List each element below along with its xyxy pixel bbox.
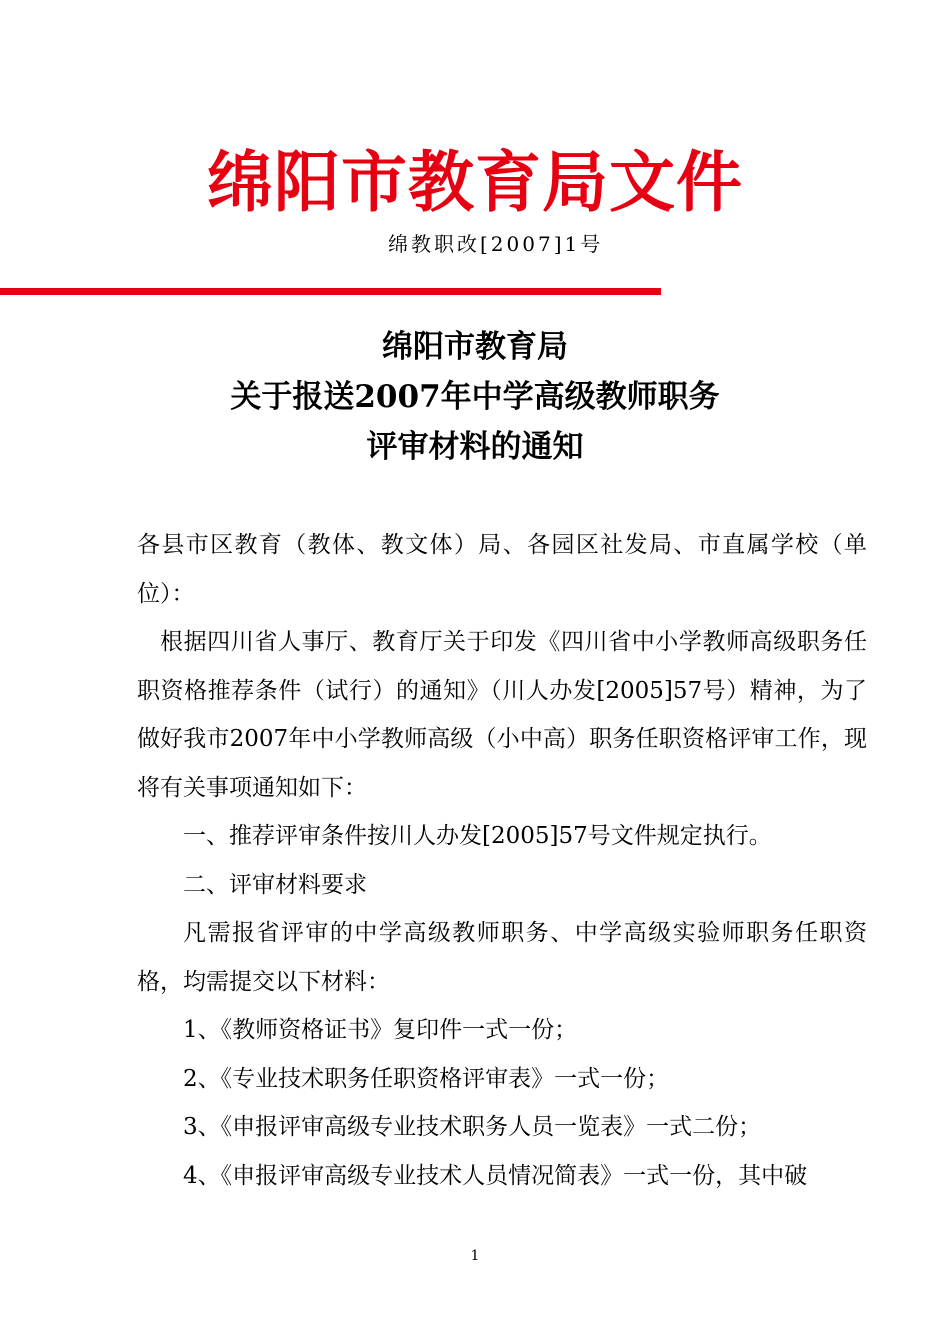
salutation: 各县市区教育（教体、教文体）局、各园区社发局、市直属学校（单位）： [137, 532, 867, 607]
list-item: 2、《专业技术职务任职资格评审表》一式一份； [183, 1065, 670, 1092]
notice-body [137, 521, 867, 1200]
item-two-heading: 二、评审材料要求 [183, 871, 367, 898]
list-item: 3、《申报评审高级专业技术职务人员一览表》一式二份； [183, 1114, 762, 1140]
notice-title-line-3: 评审材料的通知 [366, 429, 584, 465]
paragraph-basis: 根据四川省人事厅、教育厅关于印发《四川省中小学教师高级职务任职资格推荐条件（试行）的通知》（川人办发[2005]57号）精神，为了做好我市2007年中小学教师高级（小中高）职务任职资格评审工作，现将有关事项通知如下： [137, 629, 867, 801]
document-number: 绵教职改[2007]1号 [388, 232, 604, 256]
notice-title-line-1: 绵阳市教育局 [382, 329, 568, 365]
red-divider-line [0, 288, 661, 295]
notice-title-line-2: 关于报送2007年中学高级教师职务 [230, 379, 720, 415]
list-item: 1、《教师资格证书》复印件一式一份； [183, 1017, 578, 1043]
document-header-title: 绵阳市教育局文件 [207, 144, 743, 221]
list-item: 4、《申报评审高级专业技术人员情况简表》一式一份，其中破 [183, 1162, 808, 1189]
paragraph-materials: 凡需报省评审的中学高级教师职务、中学高级实验师职务任职资格，均需提交以下材料： [137, 920, 867, 995]
item-one: 一、推荐评审条件按川人办发[2005]57号文件规定执行。 [183, 823, 772, 849]
notice-title [0, 322, 950, 472]
page-number: 1 [470, 1248, 480, 1264]
